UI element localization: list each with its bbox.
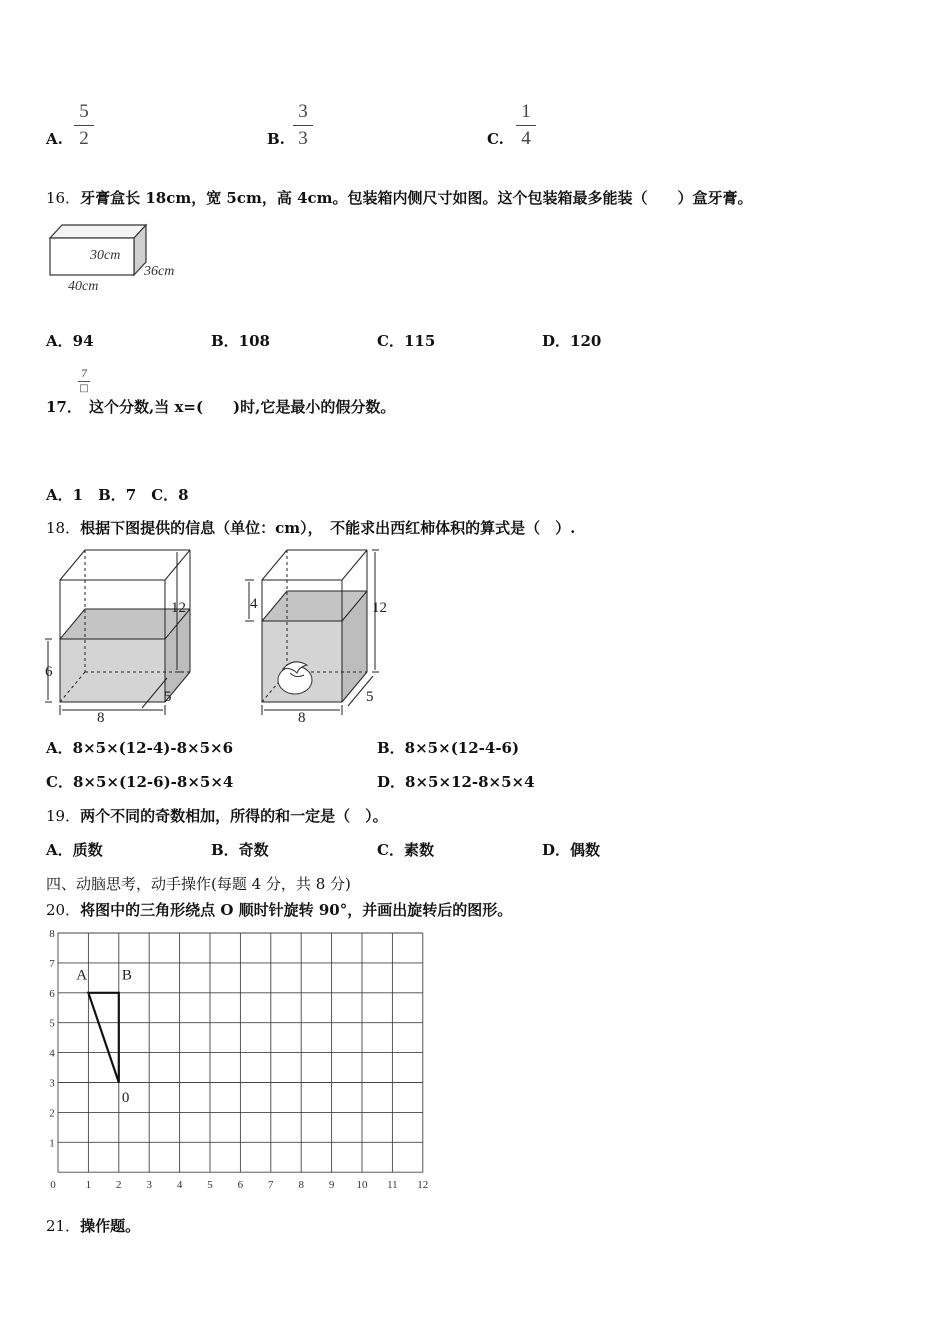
q16-option-c: C．115 <box>377 332 436 350</box>
q17-text: 这个分数,当 x=( )时,它是最小的假分数。 <box>89 398 396 416</box>
y-tick-label: 5 <box>49 1017 55 1030</box>
q19-option-c: C．素数 <box>377 841 434 859</box>
q16-option-a: A．94 <box>46 332 94 350</box>
y-tick-label: 1 <box>49 1137 55 1150</box>
q18-figure-1 <box>45 550 190 726</box>
q18-option-c: C．8×5×(12-6)-8×5×4 <box>46 773 234 791</box>
section4-title: 四、动脑思考，动手操作(每题 4 分，共 8 分) <box>46 875 351 893</box>
q18-fig2-top: 4 <box>250 596 258 612</box>
y-tick-label: 3 <box>49 1077 55 1090</box>
q15-option-a-letter: A. <box>46 130 63 148</box>
q19-question <box>46 805 388 826</box>
q20-grid <box>58 933 423 1172</box>
x-tick-label: 9 <box>328 1179 335 1190</box>
q19-text: 两个不同的奇数相加，所得的和一定是（ ）。 <box>80 807 388 825</box>
q19-option-a: A．质数 <box>46 841 103 859</box>
q15-option-c-den: 4 <box>521 128 531 149</box>
q19-option-b: B．奇数 <box>211 841 269 859</box>
y-tick-label: 8 <box>49 928 55 940</box>
q16-box-figure <box>44 220 194 298</box>
x-tick-label: 7 <box>268 1179 274 1190</box>
q15-option-b-num: 3 <box>298 101 308 122</box>
y-tick-label: 6 <box>49 987 55 1000</box>
x-tick-label: 6 <box>237 1179 244 1190</box>
q20-y-axis-labels <box>49 928 55 1149</box>
q18-fig2-width: 8 <box>298 710 306 726</box>
q15-option-a-fraction <box>72 101 96 150</box>
q17-frac-den: □ <box>79 383 89 394</box>
q18-fig1-water: 6 <box>45 664 53 680</box>
q20-point-a-label: A <box>76 967 88 984</box>
q16-label-side: 36cm <box>144 264 175 279</box>
q18-fig2-height: 12 <box>372 600 387 616</box>
q17-options: A．1 B．7 C．8 <box>46 486 189 504</box>
x-tick-label: 10 <box>356 1179 368 1190</box>
q18-question <box>46 517 575 538</box>
y-tick-label: 7 <box>49 957 55 970</box>
q18-fig1-width: 8 <box>97 710 105 726</box>
q20-point-b-label: B <box>121 967 132 984</box>
q20-point-o-label: 0 <box>121 1089 130 1106</box>
q21-number: 21． <box>46 1217 81 1235</box>
x-tick-label: 0 <box>50 1179 56 1190</box>
q18-option-d: D．8×5×12-8×5×4 <box>377 773 535 791</box>
q15-option-b-den: 3 <box>298 128 308 149</box>
q16-number: 16． <box>46 189 81 207</box>
q18-fig1-height: 12 <box>171 600 186 616</box>
q17-fraction <box>78 369 90 394</box>
q17-frac-num: 7 <box>80 369 88 380</box>
q16-text: 牙膏盒长 18cm，宽 5cm，高 4cm。包装箱内侧尺寸如图。这个包装箱最多能装（ ）盒牙膏。 <box>80 189 753 207</box>
q15-option-c-fraction <box>514 101 538 150</box>
q18-figures <box>40 545 400 730</box>
x-tick-label: 2 <box>116 1179 122 1190</box>
q18-number: 18． <box>46 519 81 537</box>
q18-option-b: B．8×5×(12-4-6) <box>377 739 520 757</box>
q15-option-b-fraction <box>291 101 315 150</box>
q20-question <box>46 899 512 920</box>
q21-question <box>46 1215 140 1236</box>
q15-option-a-den: 2 <box>79 128 89 149</box>
q20-x-axis-labels <box>50 1179 428 1190</box>
q16-question <box>46 187 753 208</box>
q18-option-a: A．8×5×(12-4)-8×5×6 <box>46 739 234 757</box>
x-tick-label: 11 <box>387 1179 398 1190</box>
y-tick-label: 2 <box>49 1107 55 1120</box>
q17-number: 17． <box>46 398 82 416</box>
q18-figure-2 <box>245 550 387 726</box>
q20-triangle <box>88 993 118 1083</box>
x-tick-label: 5 <box>207 1179 213 1190</box>
q20-text: 将图中的三角形绕点 O 顺时针旋转 90°，并画出旋转后的图形。 <box>80 901 513 919</box>
q16-option-d: D．120 <box>542 332 602 350</box>
q18-fig2-depth: 5 <box>366 689 374 705</box>
q20-number: 20． <box>46 901 81 919</box>
q18-text: 根据下图提供的信息（单位：cm）， 不能求出西红柿体积的算式是（ ）. <box>80 519 576 537</box>
q15-option-a-num: 5 <box>79 101 89 122</box>
q16-option-b: B．108 <box>211 332 270 350</box>
x-tick-label: 4 <box>176 1179 183 1190</box>
q19-option-d: D．偶数 <box>542 841 601 859</box>
y-tick-label: 4 <box>49 1047 55 1060</box>
q16-label-top: 30cm <box>90 248 121 263</box>
x-tick-label: 1 <box>85 1179 92 1190</box>
q18-fig1-depth: 5 <box>164 689 172 705</box>
q15-option-c-letter: C. <box>487 130 504 148</box>
q15-option-c-num: 1 <box>521 101 531 122</box>
q20-grid-figure <box>40 925 440 1190</box>
q16-label-bottom: 40cm <box>68 279 99 294</box>
x-tick-label: 8 <box>298 1179 304 1190</box>
q21-text: 操作题。 <box>80 1217 141 1235</box>
x-tick-label: 12 <box>417 1179 429 1190</box>
q19-number: 19． <box>46 807 81 825</box>
q15-option-b-letter: B. <box>267 130 285 148</box>
x-tick-label: 3 <box>146 1179 152 1190</box>
